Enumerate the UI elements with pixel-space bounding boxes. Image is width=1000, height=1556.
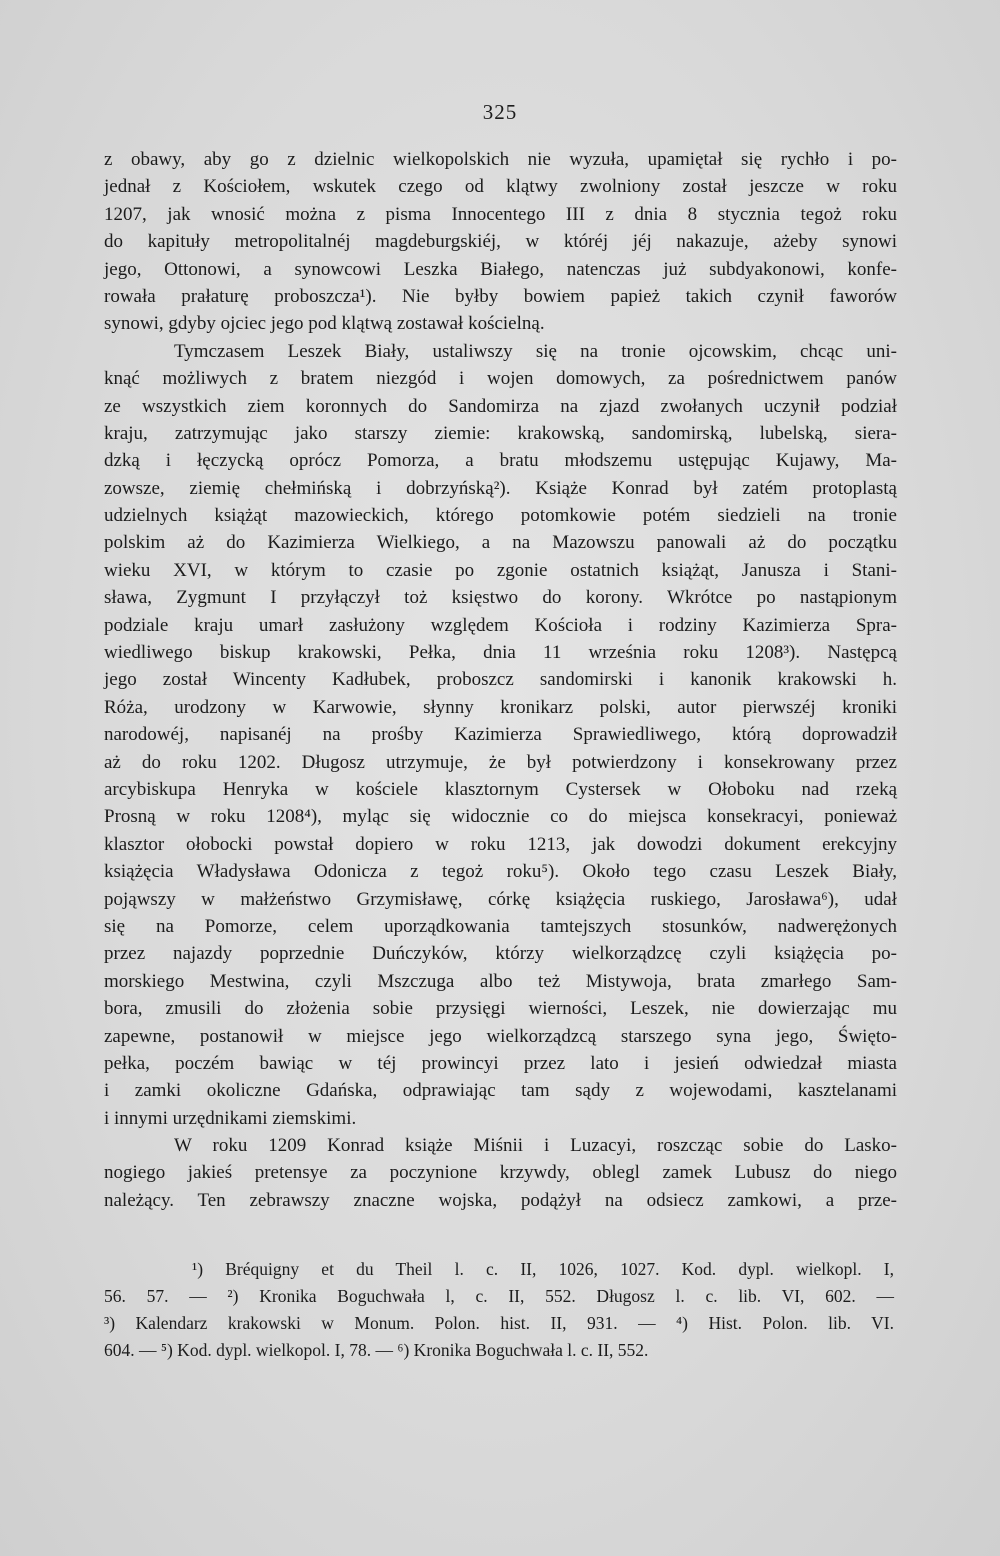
text-line: bora, zmusili do złożenia sobie przysięgi wierności, Leszek, nie dowierzając mu (104, 998, 897, 1020)
text-line: książęcia Władysława Odonicza z tegoż roku⁵). Około tego czasu Leszek Biały, (104, 861, 897, 883)
text-line: kraju, zatrzymując jako starszy ziemie: krakowską, sandomirską, lubelską, siera- (104, 422, 897, 444)
text-line: Prosną w roku 1208⁴), myląc się widocznie co do miejsca konsekracyi, ponieważ (104, 806, 897, 828)
main-text (104, 146, 897, 1214)
text-line: nogiego jakieś pretensye za poczynione krzywdy, oblegl zamek Lubusz do niego (104, 1162, 897, 1184)
text-line: z obawy, aby go z dzielnic wielkopolskich nie wyzuła, upamiętał się rychło i po- (104, 149, 897, 170)
page-number: 325 (482, 100, 518, 124)
text-line: jego, Ottonowi, a synowcowi Leszka Białego, natenczas już subdyakonowi, konfe- (104, 258, 897, 280)
text-line: knąć możliwych z bratem niezgód i wojen domowych, za pośrednictwem panów (104, 368, 897, 390)
text-line: podziale kraju umarł zasłużony względem Kościoła i rodziny Kazimierza Spra- (104, 614, 897, 636)
text-line: należący. Ten zebrawszy znaczne wojska, podążył na odsiecz zamkowi, a prze- (104, 1189, 897, 1211)
text-line: ze wszystkich ziem koronnych do Sandomirza na zjazd zwołanych uczynił podział (104, 395, 897, 417)
text-line: i innymi urzędnikami ziemskimi. (104, 1107, 357, 1129)
footnotes (104, 1256, 894, 1364)
text-line: sława, Zygmunt I przyłączył toż księstwo do korony. Wkrótce po nastąpionym (104, 587, 897, 609)
text-line: Róża, urodzony w Karwowie, słynny kronikarz polski, autor pierwszéj kroniki (104, 696, 897, 718)
footnote-line: ³) Kalendarz krakowski w Monum. Polon. hist. II, 931. — ⁴) Hist. Polon. lib. VI. (104, 1313, 894, 1333)
text-line: W roku 1209 Konrad książe Miśnii i Luzacyi, roszcząc sobie do Lasko- (174, 1135, 897, 1157)
text-line: klasztor ołobocki powstał dopiero w roku 1213, jak dowodzi dokument erekcyjny (104, 833, 897, 855)
text-line: się na Pomorze, celem uporządkowania tamtejszych stosunków, nadwerężonych (104, 915, 897, 937)
text-line: synowi, gdyby ojciec jego pod klątwą zostawał kościelną. (104, 313, 545, 335)
text-line: zowsze, ziemię chełmińską i dobrzyńską²). Książe Konrad był zatém protoplastą (104, 477, 897, 499)
text-line: aż do roku 1202. Długosz utrzymuje, że był potwierdzony i konsekrowany przez (104, 751, 897, 773)
text-line: polskim aż do Kazimierza Wielkiego, a na Mazowszu panowali aż do początku (104, 532, 897, 554)
text-line: rowała prałaturę proboszcza¹). Nie byłby bowiem papież takich czynił faworów (104, 285, 897, 307)
text-line: arcybiskupa Henryka w kościele klasztornym Cystersek w Ołoboku nad rzeką (104, 778, 897, 800)
text-line: narodowéj, napisanéj na prośby Kazimierza Sprawiedliwego, którą doprowadził (104, 724, 897, 746)
text-line: jego został Wincenty Kadłubek, proboszcz sandomirski i kanonik krakowski h. (104, 669, 897, 691)
text-line: dzką i łęczycką oprócz Pomorza, a bratu młodszemu ustępując Kujawy, Ma- (104, 450, 897, 472)
footnote-line: 56. 57. — ²) Kronika Boguchwała l, c. II, 552. Długosz l. c. lib. VI, 602. — (104, 1286, 894, 1306)
text-line: przez najazdy poprzednie Duńczyków, którzy wielkorządzcę czyli książęcia po- (104, 943, 897, 965)
text-line: morskiego Mestwina, czyli Mszczuga albo też Mistywoja, brata zmarłego Sam- (104, 970, 897, 992)
text-line: pełka, poczém bawiąc w téj prowincyi przez lato i jesień odwiedzał miasta (104, 1052, 897, 1074)
footnote-line: 604. — ⁵) Kod. dypl. wielkopol. I, 78. — ⁶) Kronika Boguchwała l. c. II, 552. (104, 1340, 649, 1360)
text-line: wiedliwego biskup krakowski, Pełka, dnia 11 września roku 1208³). Następcą (104, 642, 897, 664)
text-line: 1207, jak wnosić można z pisma Innocentego III z dnia 8 stycznia tegoż roku (104, 203, 897, 225)
text-line: wieku XVI, w którym to czasie po zgonie ostatnich książąt, Janusza i Stani- (104, 559, 897, 581)
text-line: pojąwszy w małżeństwo Grzymisławę, córkę książęcia ruskiego, Jarosława⁶), udał (104, 888, 897, 910)
text-line: jednał z Kościołem, wskutek czego od klątwy zwolniony został jeszcze w roku (104, 176, 897, 198)
text-line: do kapituły metropolitalnéj magdeburgskiéj, w któréj jéj nakazuje, ażeby synowi (104, 231, 897, 253)
text-line: i zamki okoliczne Gdańska, odprawiając tam sądy z wojewodami, kasztelanami (104, 1080, 897, 1102)
text-line: udzielnych książąt mazowieckich, którego potomkowie potém siedzieli na tronie (104, 505, 897, 527)
footnote-line: ¹) Bréquigny et du Theil l. c. II, 1026, 1027. Kod. dypl. wielkopl. I, (192, 1259, 894, 1279)
text-line: Tymczasem Leszek Biały, ustaliwszy się na tronie ojcowskim, chcąc uni- (174, 340, 897, 362)
text-line: zapewne, postanowił w miejsce jego wielkorządzcą starszego syna jego, Święto- (104, 1025, 897, 1047)
